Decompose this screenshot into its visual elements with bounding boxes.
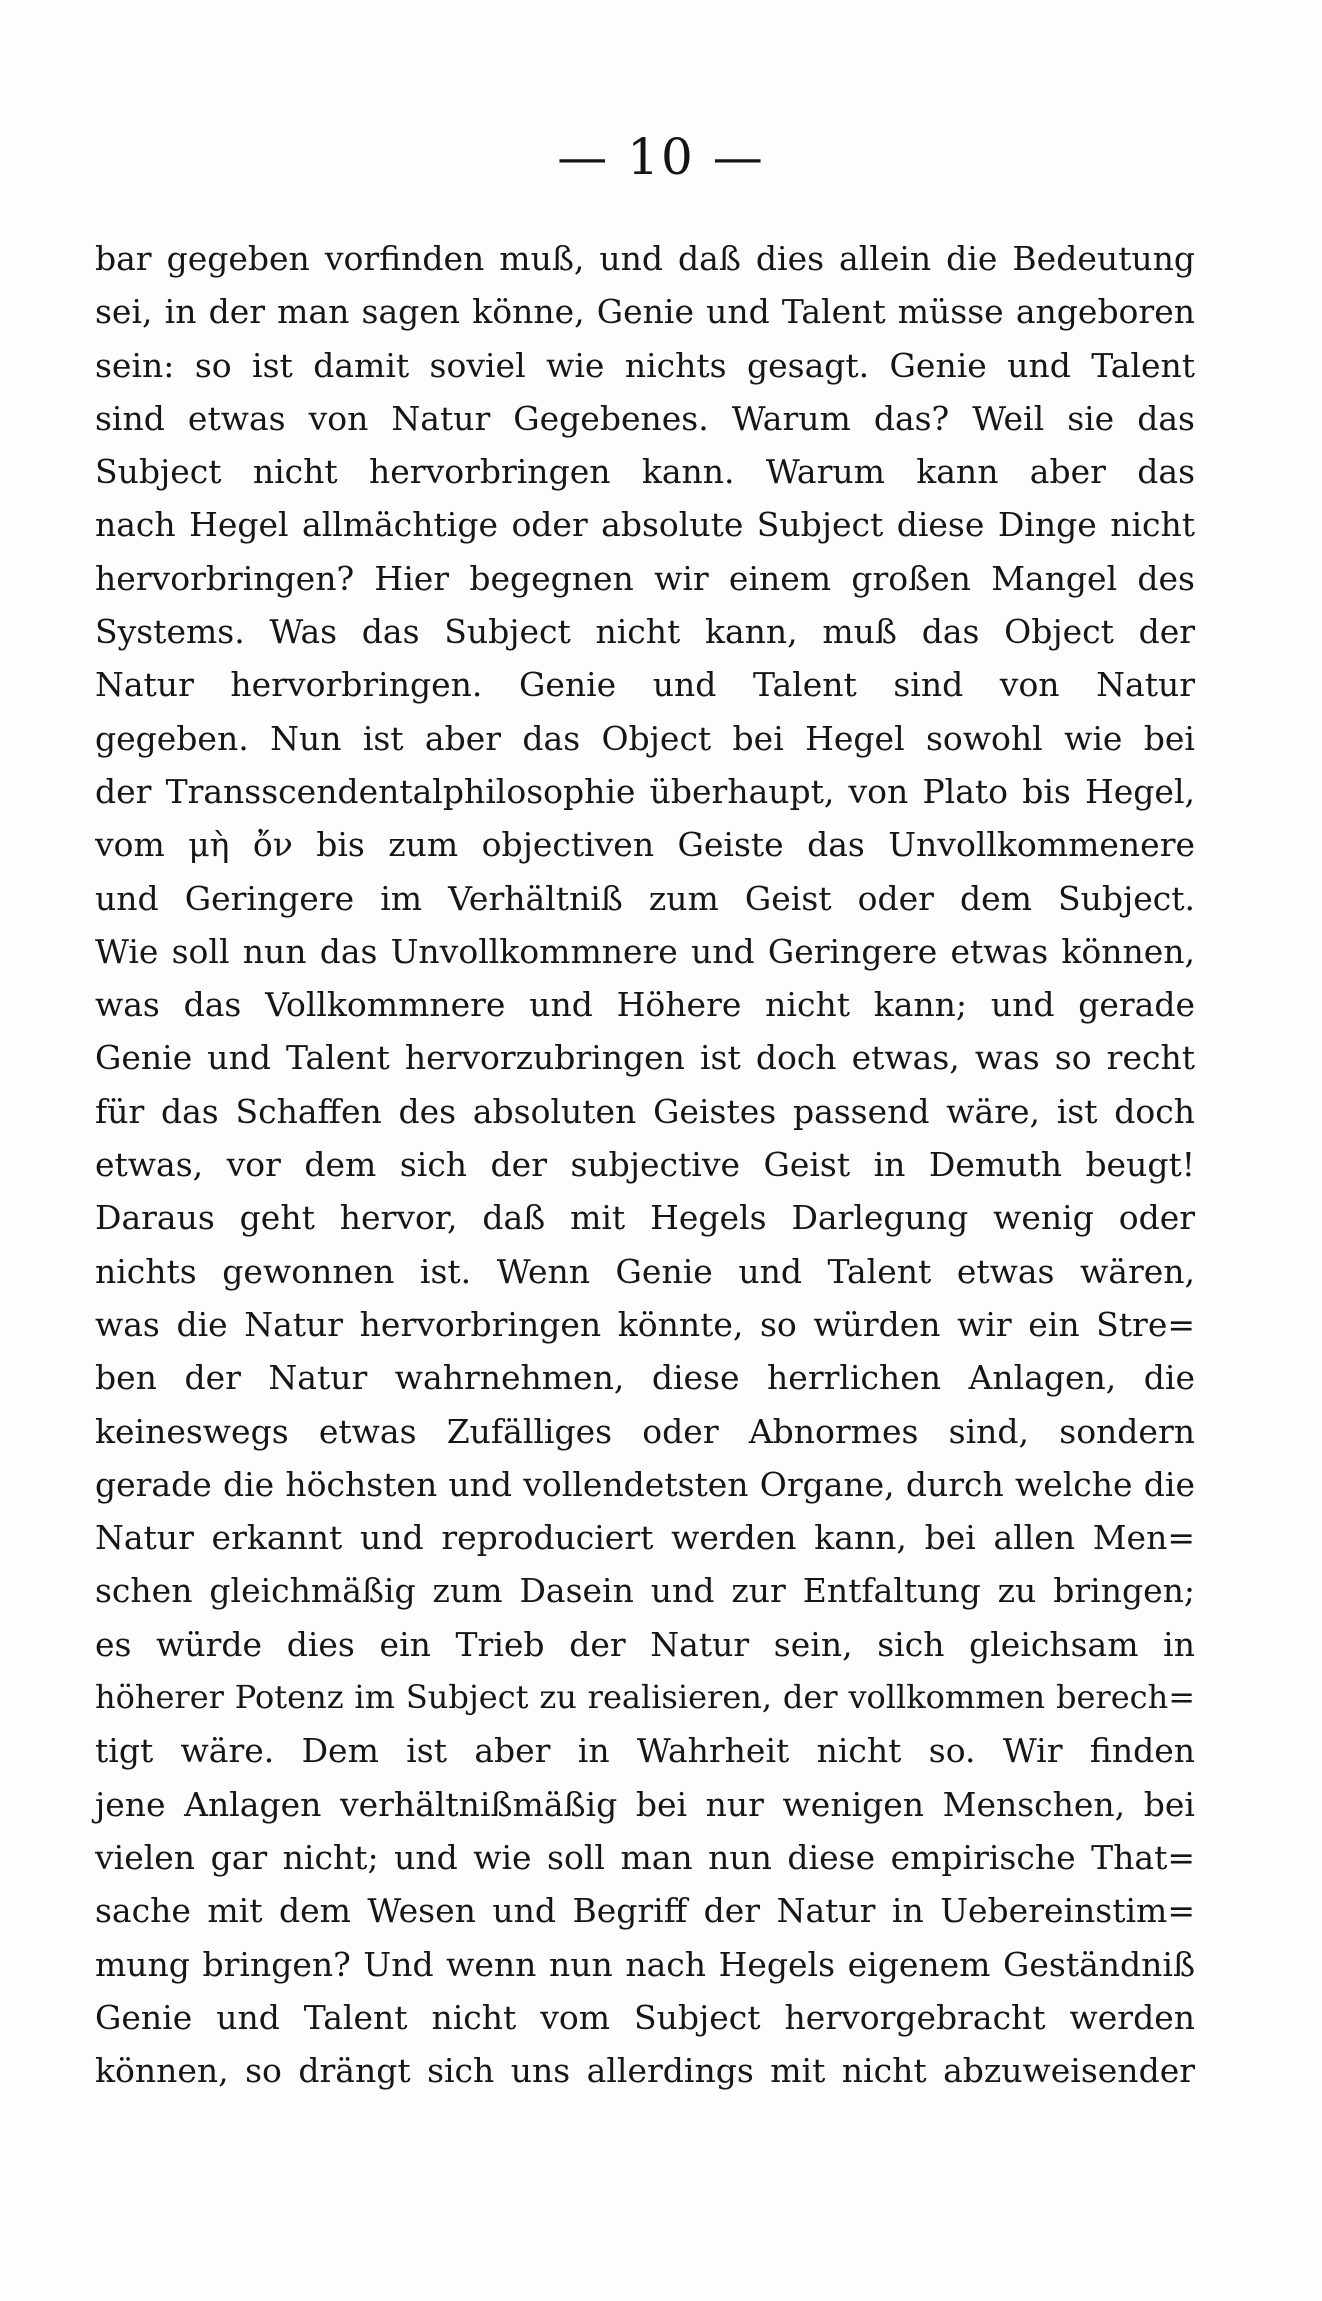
page-number: — 10 — bbox=[557, 128, 765, 186]
text-line: etwas, vor dem sich der subjective Geist in Demuth beugt! bbox=[95, 1145, 1195, 1185]
text-line: nach Hegel allmächtige oder absolute Subject diese Dinge nicht bbox=[95, 505, 1195, 545]
text-line: Systems. Was das Subject nicht kann, muß das Object der bbox=[95, 612, 1195, 652]
text-line: und Geringere im Verhältniß zum Geist oder dem Subject. bbox=[95, 878, 1195, 918]
text-line: vom μὴ ὄν bis zum objectiven Geiste das Unvollkommenere bbox=[95, 825, 1195, 865]
text-line: sache mit dem Wesen und Begriff der Natur in Uebereinstim= bbox=[95, 1891, 1195, 1931]
text-line: der Transscendentalphilosophie überhaupt, von Plato bis Hegel, bbox=[95, 771, 1195, 811]
text-line: sei, in der man sagen könne, Genie und Talent müsse angeboren bbox=[95, 292, 1195, 332]
text-line: höherer Potenz im Subject zu realisieren, der vollkommen berech= bbox=[95, 1678, 1195, 1717]
text-line: nichts gewonnen ist. Wenn Genie und Talent etwas wären, bbox=[95, 1251, 1195, 1291]
text-line: gerade die höchsten und vollendetsten Organe, durch welche die bbox=[95, 1464, 1195, 1504]
text-line: was das Vollkommnere und Höhere nicht kann; und gerade bbox=[95, 985, 1195, 1025]
text-line: jene Anlagen verhältnißmäßig bei nur wenigen Menschen, bei bbox=[95, 1784, 1195, 1824]
text-line: Daraus geht hervor, daß mit Hegels Darlegung wenig oder bbox=[95, 1198, 1195, 1238]
text-line: ben der Natur wahrnehmen, diese herrlichen Anlagen, die bbox=[95, 1358, 1195, 1398]
text-line: vielen gar nicht; und wie soll man nun diese empirische That= bbox=[95, 1837, 1195, 1877]
text-line: schen gleichmäßig zum Dasein und zur Entfaltung zu bringen; bbox=[95, 1571, 1195, 1611]
text-line: Natur hervorbringen. Genie und Talent sind von Natur bbox=[95, 665, 1195, 705]
text-line: für das Schaffen des absoluten Geistes passend wäre, ist doch bbox=[95, 1091, 1195, 1131]
text-line: Natur erkannt und reproduciert werden kann, bei allen Men= bbox=[95, 1518, 1195, 1558]
text-line: Subject nicht hervorbringen kann. Warum kann aber das bbox=[95, 452, 1195, 492]
text-line: sind etwas von Natur Gegebenes. Warum das? Weil sie das bbox=[95, 398, 1195, 438]
text-line: Genie und Talent hervorzubringen ist doch etwas, was so recht bbox=[95, 1038, 1195, 1078]
text-line: hervorbringen? Hier begegnen wir einem großen Mangel des bbox=[95, 558, 1195, 598]
text-line: Genie und Talent nicht vom Subject hervorgebracht werden bbox=[95, 1997, 1195, 2037]
text-line: es würde dies ein Trieb der Natur sein, sich gleichsam in bbox=[95, 1624, 1195, 1664]
body-text bbox=[95, 232, 1195, 2097]
text-line: was die Natur hervorbringen könnte, so würden wir ein Stre= bbox=[95, 1304, 1195, 1344]
text-line: bar gegeben vorfinden muß, und daß dies allein die Bedeutung bbox=[95, 239, 1195, 278]
text-line: tigt wäre. Dem ist aber in Wahrheit nicht so. Wir finden bbox=[95, 1731, 1195, 1771]
text-line: mung bringen? Und wenn nun nach Hegels eigenem Geständniß bbox=[95, 1944, 1195, 1984]
text-line: können, so drängt sich uns allerdings mit nicht abzuweisender bbox=[95, 2051, 1195, 2091]
text-line: gegeben. Nun ist aber das Object bei Hegel sowohl wie bei bbox=[95, 718, 1195, 758]
text-line: Wie soll nun das Unvollkommnere und Geringere etwas können, bbox=[95, 931, 1195, 971]
text-line: sein: so ist damit soviel wie nichts gesagt. Genie und Talent bbox=[95, 345, 1195, 385]
text-line: keineswegs etwas Zufälliges oder Abnormes sind, sondern bbox=[95, 1411, 1195, 1451]
